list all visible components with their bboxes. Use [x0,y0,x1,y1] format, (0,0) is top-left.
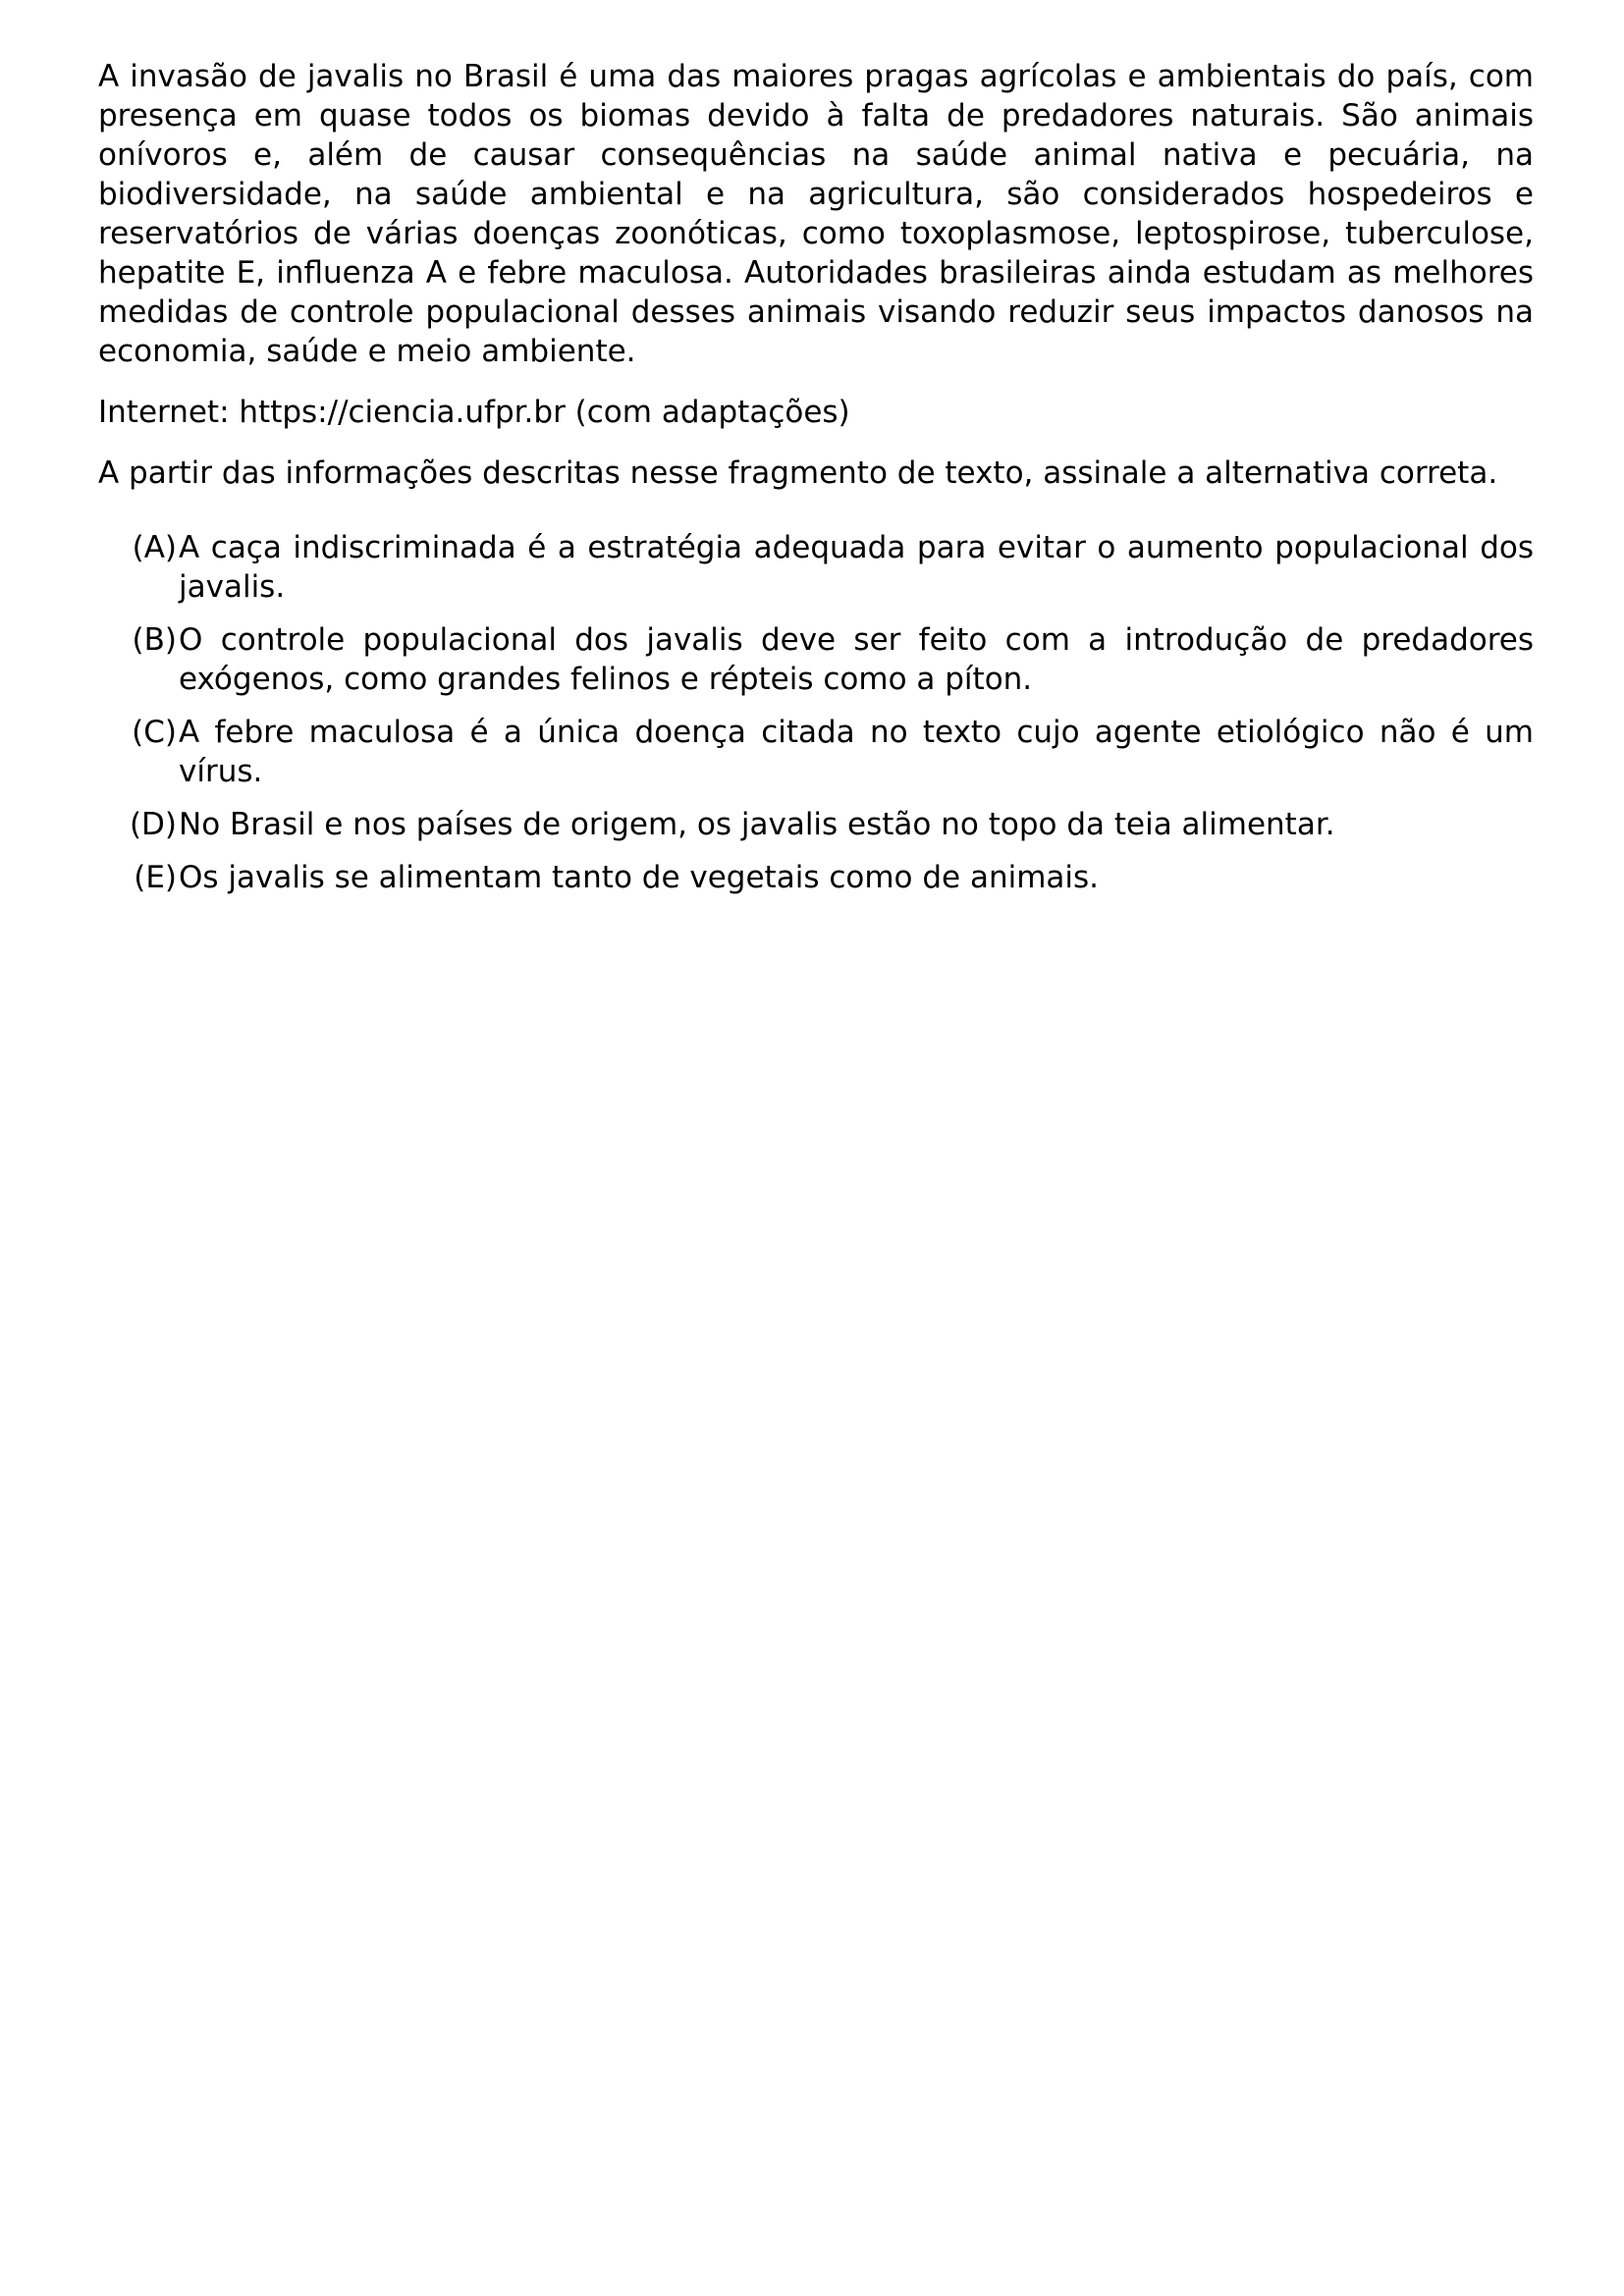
source-citation: Internet: https://ciencia.ufpr.br (com adaptações) [98,395,850,430]
option-d[interactable] [98,805,1534,844]
option-text: A caça indiscriminada é a estratégia adequada para evitar o aumento populacional dos javalis. [179,530,1534,605]
option-a[interactable] [98,528,1534,607]
option-letter: (A) [132,530,177,565]
option-letter: (B) [132,622,177,658]
option-text: O controle populacional dos javalis deve ser feito com a introdução de predadores exógenos, como grandes felinos e répteis como a píton. [179,622,1534,697]
option-text: No Brasil e nos países de origem, os javalis estão no topo da teia alimentar. [179,807,1335,842]
option-e[interactable] [98,858,1534,897]
answer-options [98,528,1534,897]
option-c[interactable] [98,713,1534,791]
question-prompt: A partir das informações descritas nesse fragmento de texto, assinale a alternativa correta. [98,455,1498,491]
question-document [98,57,1534,911]
option-letter: (E) [134,860,177,895]
option-letter: (C) [132,715,177,750]
passage-text: A invasão de javalis no Brasil é uma das maiores pragas agrícolas e ambientais do país, com presença em quase todos os biomas devido à falta de predadores naturais. São animais onívoros e, além de causar consequências na saúde animal nativa e pecuária, na biodiversidade, na saúde ambiental e na agricultura, são considerados hospedeiros e reservatórios de várias doenças zoonóticas, como toxoplasmose, leptospirose, tuberculose, hepatite E, influenza A e febre maculosa. Autoridades brasileiras ainda estudam as melhores medidas de controle populacional desses animais visando reduzir seus impactos danosos na economia, saúde e meio ambiente. [98,59,1534,369]
option-b[interactable] [98,620,1534,699]
option-letter: (D) [129,807,177,842]
option-text: A febre maculosa é a única doença citada no texto cujo agente etiológico não é um vírus. [179,715,1534,789]
option-text: Os javalis se alimentam tanto de vegetais como de animais. [179,860,1100,895]
